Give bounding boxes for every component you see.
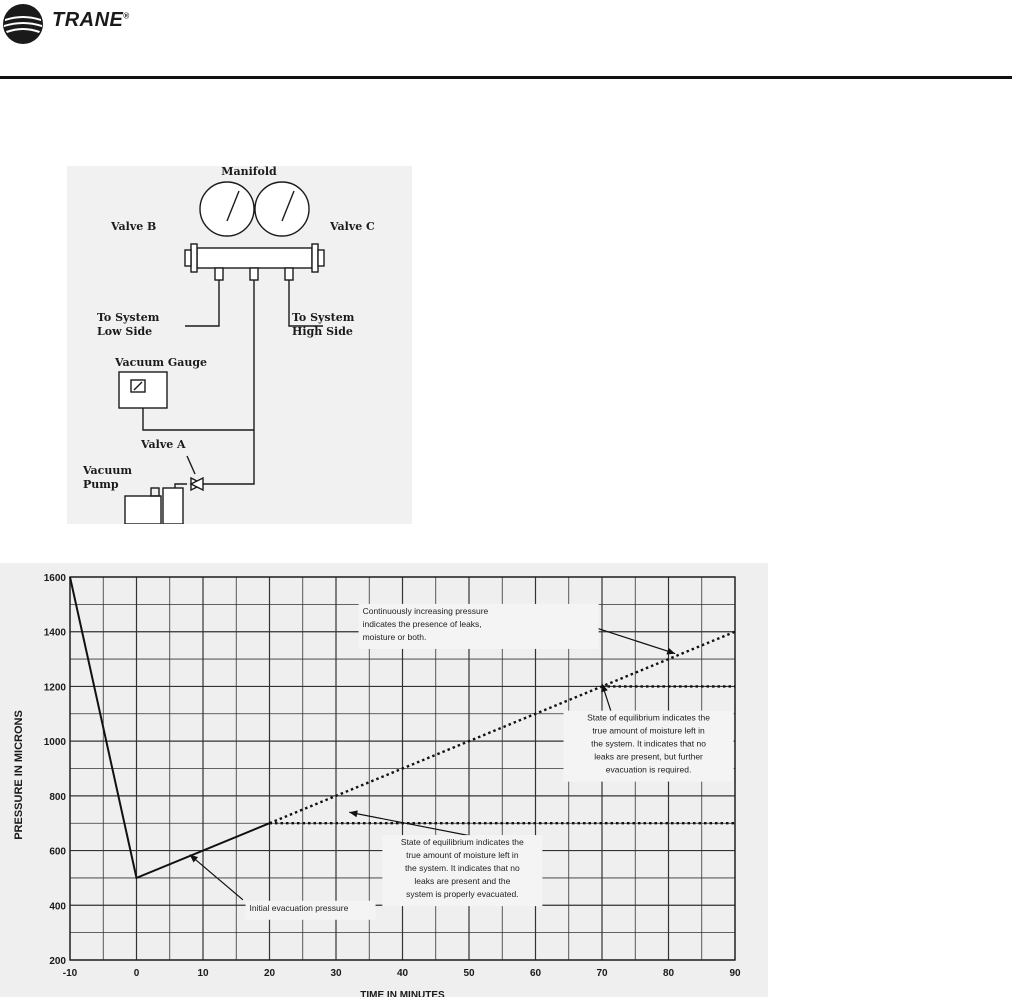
x-tick-label: 30 <box>330 968 342 979</box>
high-side-label-1: To System <box>292 311 355 324</box>
y-tick-label: 400 <box>49 901 66 913</box>
x-tick-label: -10 <box>62 968 78 979</box>
chart-annotations <box>246 604 734 920</box>
high-gauge-icon <box>255 182 309 236</box>
annotation-line: Initial evacuation pressure <box>249 902 349 913</box>
x-tick-label: 50 <box>463 968 475 979</box>
annotation-line: State of equilibrium indicates the <box>587 712 710 723</box>
arrow-head-icon <box>349 810 358 817</box>
x-tick-label: 40 <box>396 968 409 979</box>
vacuum-pump-label-1: Vacuum <box>83 464 132 477</box>
evacuation-chart-svg <box>0 563 768 997</box>
x-tick-label: 90 <box>729 968 741 979</box>
x-tick-label: 20 <box>263 968 276 979</box>
y-tick-label: 1000 <box>43 737 66 749</box>
evacuation-chart <box>0 563 768 997</box>
high-side-label-2: High Side <box>292 325 353 338</box>
x-tick-label: 0 <box>133 968 140 979</box>
y-tick-label: 800 <box>49 791 66 803</box>
manifold-diagram <box>67 166 412 524</box>
y-tick-label: 200 <box>49 956 66 967</box>
x-tick-label: 80 <box>662 968 675 979</box>
annotation-line: the system. It indicates that no <box>591 738 706 749</box>
annotation-line: true amount of moisture left in <box>592 725 705 736</box>
annotation-line: system is properly evacuated. <box>406 889 519 900</box>
brand-name: TRANE® <box>52 9 130 31</box>
annotation-arrow <box>349 812 475 837</box>
manifold-diagram-svg <box>67 166 412 524</box>
vacuum-pump-label-2: Pump <box>83 478 119 491</box>
trane-logo-icon <box>2 3 44 45</box>
annotation-line: indicates the presence of leaks, <box>362 618 482 629</box>
annotation-line: leaks are present and the <box>414 876 511 887</box>
valve-b-label: Valve B <box>111 220 157 233</box>
valve-a-label: Valve A <box>141 438 186 451</box>
y-axis-label: PRESSURE IN MICRONS <box>13 710 25 840</box>
y-tick-label: 1400 <box>43 627 66 639</box>
arrow-head-icon <box>666 648 675 655</box>
low-side-label-1: To System <box>97 311 160 324</box>
x-tick-label: 70 <box>596 968 608 979</box>
brand-logo <box>2 3 142 43</box>
y-tick-label: 1200 <box>43 682 66 694</box>
x-tick-label: 60 <box>529 968 542 979</box>
low-gauge-icon <box>200 182 254 236</box>
x-axis-label: TIME IN MINUTES <box>360 990 445 997</box>
annotation-line: true amount of moisture left in <box>406 850 519 861</box>
x-tick-label: 10 <box>197 968 209 979</box>
annotation-arrow <box>190 855 243 900</box>
y-tick-label: 1600 <box>43 573 66 584</box>
annotation-line: evacuation is required. <box>605 764 692 775</box>
page-header <box>0 0 1012 80</box>
annotation-line: moisture or both. <box>362 631 427 642</box>
annotation-line: State of equilibrium indicates the <box>400 837 524 848</box>
low-side-label-2: Low Side <box>97 325 153 338</box>
manifold-title: Manifold <box>221 166 277 178</box>
valve-c-label: Valve C <box>330 220 375 233</box>
annotation-line: the system. It indicates that no <box>404 863 520 874</box>
header-rule <box>0 76 1012 79</box>
y-tick-label: 600 <box>49 846 66 858</box>
annotation-line: leaks are present, but further <box>594 751 703 762</box>
annotation-line: Continuously increasing pressure <box>362 605 489 616</box>
vacuum-gauge-label: Vacuum Gauge <box>115 356 208 369</box>
